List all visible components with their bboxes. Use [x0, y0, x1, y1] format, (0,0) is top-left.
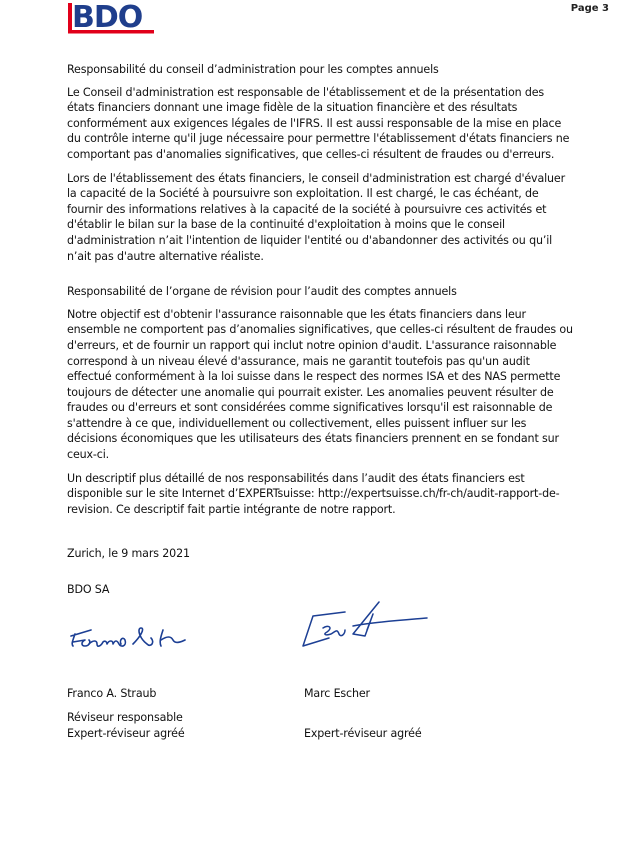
section-heading-board: Responsabilité du conseil d’administration pour les comptes annuels: [67, 63, 439, 76]
signatory-block: [67, 686, 573, 746]
paragraph: Le Conseil d'administration est responsable de l'établissement et de la présentation des états financiers donnant une image fidèle de la situation financière et des résultats conformément aux exigences légales de l'IFRS. Il est aussi responsable de la mise en place du contrôle interne qu'il juge nécessaire pour permettre l'établissement d'états financiers ne comportant pas d'anomalies significatives, que celles-ci résultent de fraudes ou d'erreurs.: [67, 85, 570, 161]
bdo-logo-icon: [63, 0, 159, 36]
bdo-logo: [63, 0, 159, 36]
paragraph: Un descriptif plus détaillé de nos responsabilités dans l’audit des états financiers est disponible sur le site Internet d’EXPERTsuisse: http://expertsuisse.ch/fr-ch/audit-rapport-de-revision. Ce descriptif fait partie intégrante de notre rapport.: [67, 471, 560, 516]
section-heading-auditor: Responsabilité de l’organe de révision pour l’audit des comptes annuels: [67, 285, 457, 299]
signature-straub: [67, 606, 237, 676]
place-date: Zurich, le 9 mars 2021: [67, 547, 190, 561]
signatory-name: Marc Escher: [304, 686, 370, 700]
signatory-role: Réviseur responsable: [67, 711, 183, 725]
page-number: Page 3: [570, 3, 609, 14]
paragraph: Lors de l'établissement des états financiers, le conseil d'administration est chargé d'évaluer la capacité de la Société à poursuivre son exploitation. Il est chargé, le cas échéant, de fournir des informations relatives à la capacité de la société à poursuivre ces activités et d'établir le bilan sur la base de la continuité d'exploitation à moins que le conseil d'administration n’ait l'intention de liquider l'entité ou d'abandonner des activités ou qu’il n’ait pas d'autre alternative réaliste.: [67, 171, 566, 263]
signature-escher: [293, 594, 443, 664]
paragraph: Notre objectif est d'obtenir l'assurance raisonnable que les états financiers dans leur ensemble ne comportent pas d’anomalies significatives, que celles-ci résultent de fraudes ou d'erreurs, et de fournir un rapport qui inclut notre opinion d'audit. L'assurance raisonnable correspond à un niveau élevé d'assurance, mais ne garantit toutefois pas qu'un audit effectué conformément à la loi suisse dans le respect des normes ISA et des NAS permette toujours de détecter une anomalie qui pourrait exister. Les anomalies peuvent résulter de fraudes ou d'erreurs et sont considérées comme significatives lorsqu'il est raisonnable de s'attendre à ce que, individuellement ou collectivement, elles puissent influer sur les décisions économiques que les utilisateurs des états financiers prennent en se fondant sur ceux-ci.: [67, 307, 573, 462]
signatures: [67, 606, 573, 686]
handwritten-signature-icon: [293, 594, 443, 664]
firm-name: BDO SA: [67, 583, 110, 597]
signatory-name: Franco A. Straub: [67, 686, 157, 700]
document-body: [67, 62, 573, 746]
svg-text:BDO: BDO: [72, 0, 143, 35]
signatory-role: Expert-réviseur agréé: [304, 726, 422, 740]
handwritten-signature-icon: [67, 606, 237, 676]
signatory-role: [304, 710, 422, 726]
signatory: [67, 686, 185, 742]
signatory-role: Expert-réviseur agréé: [67, 726, 185, 740]
signatory: [304, 686, 422, 742]
